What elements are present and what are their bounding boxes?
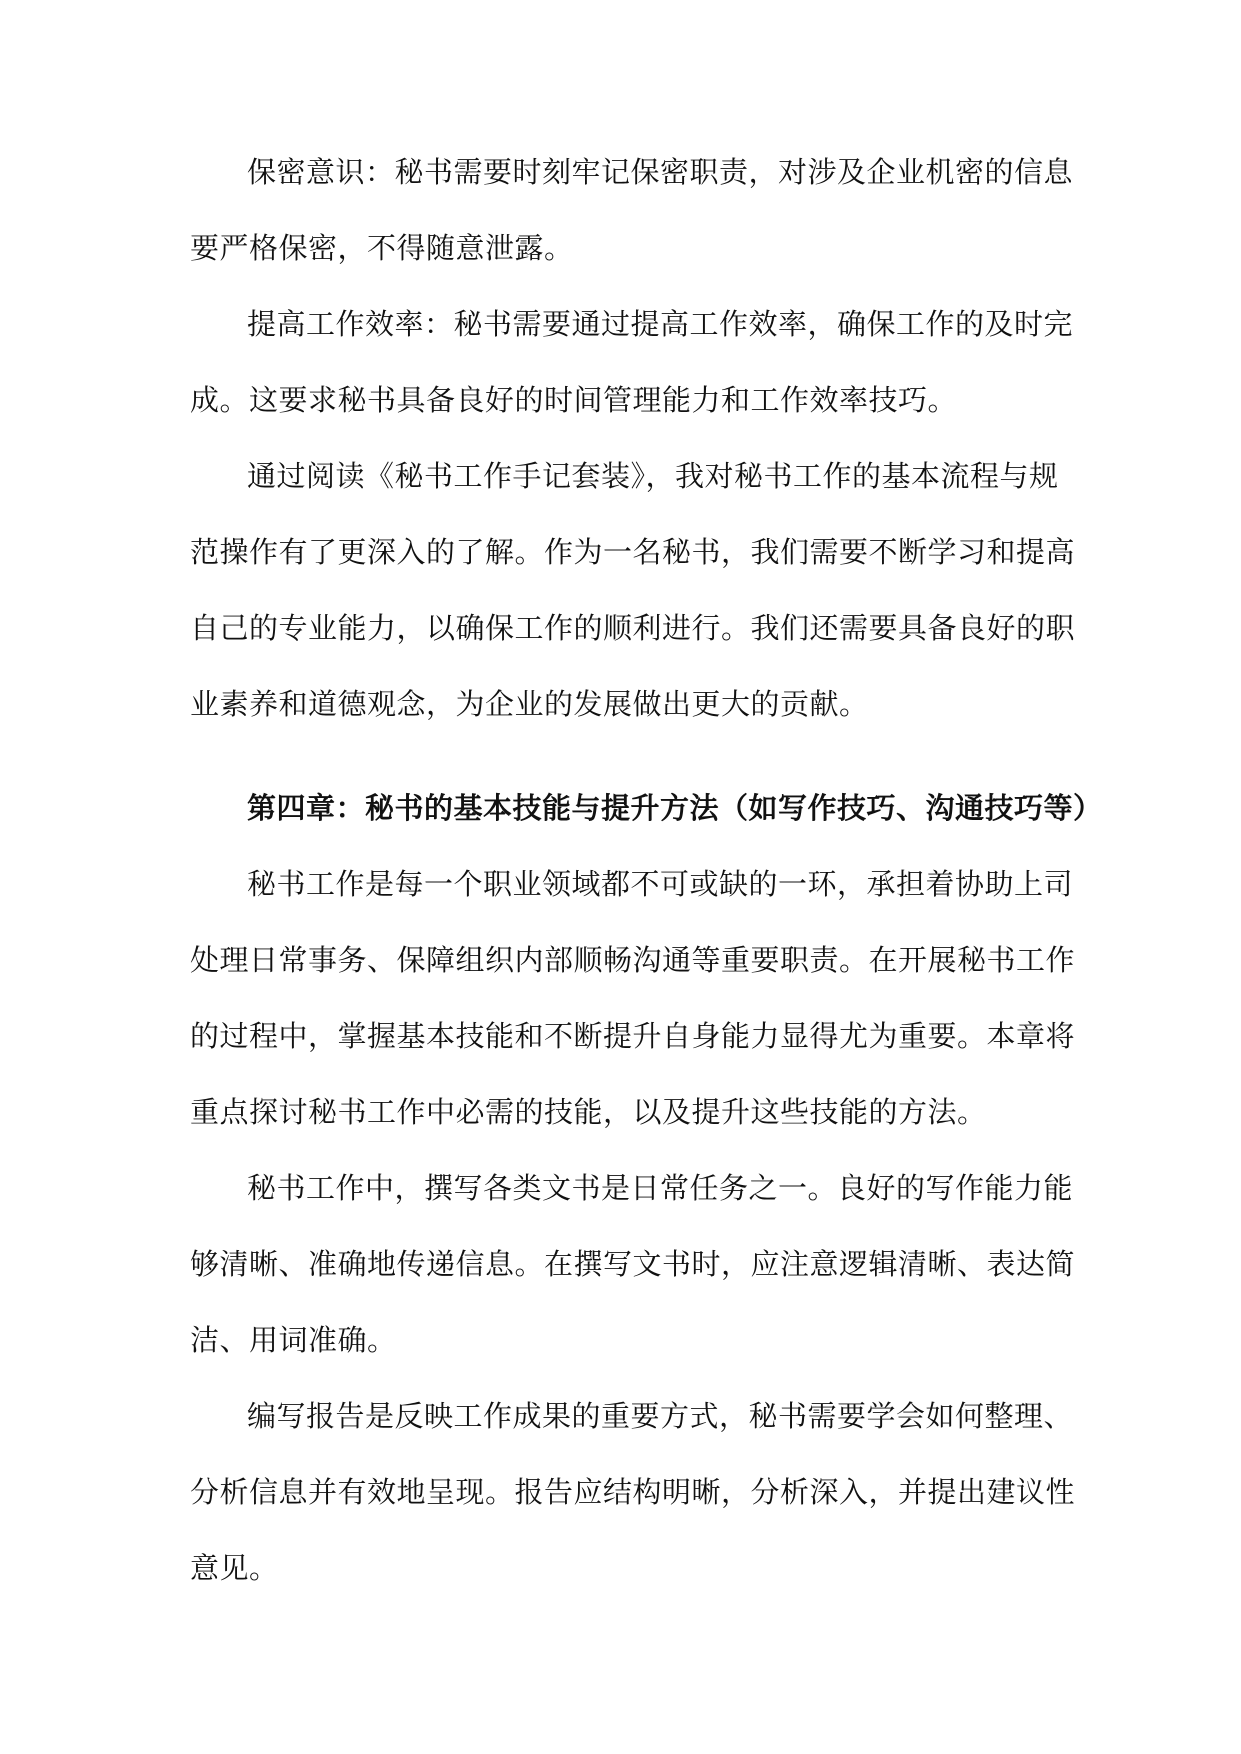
- paragraph-reading-line-1: 通过阅读《秘书工作手记套装》，我对秘书工作的基本流程与规: [247, 459, 1059, 493]
- paragraph-efficiency-line-2: 成。这要求秘书具备良好的时间管理能力和工作效率技巧。: [190, 383, 958, 417]
- paragraph-intro-line-4: 重点探讨秘书工作中必需的技能，以及提升这些技能的方法。: [190, 1095, 987, 1129]
- paragraph-report-line-2: 分析信息并有效地呈现。报告应结构明晰，分析深入，并提出建议性: [190, 1475, 1076, 1509]
- paragraph-writing-line-2: 够清晰、准确地传递信息。在撰写文书时，应注意逻辑清晰、表达简: [190, 1247, 1076, 1281]
- paragraph-efficiency-line-1: 提高工作效率：秘书需要通过提高工作效率，确保工作的及时完: [247, 307, 1074, 341]
- paragraph-reading-line-4: 业素养和道德观念，为企业的发展做出更大的贡献。: [190, 687, 869, 721]
- paragraph-writing-line-3: 洁、用词准确。: [190, 1323, 397, 1357]
- paragraph-confidentiality-line-2: 要严格保密，不得随意泄露。: [190, 231, 574, 265]
- paragraph-report-line-3: 意见。: [190, 1551, 279, 1585]
- chapter-heading: 第四章：秘书的基本技能与提升方法（如写作技巧、沟通技巧等）: [247, 791, 1103, 825]
- paragraph-reading-line-2: 范操作有了更深入的了解。作为一名秘书，我们需要不断学习和提高: [190, 535, 1076, 569]
- paragraph-intro-line-3: 的过程中，掌握基本技能和不断提升自身能力显得尤为重要。本章将: [190, 1019, 1076, 1053]
- paragraph-reading-line-3: 自己的专业能力，以确保工作的顺利进行。我们还需要具备良好的职: [190, 611, 1076, 645]
- paragraph-report-line-1: 编写报告是反映工作成果的重要方式，秘书需要学会如何整理、: [247, 1399, 1074, 1433]
- paragraph-confidentiality-line-1: 保密意识：秘书需要时刻牢记保密职责，对涉及企业机密的信息: [247, 155, 1074, 189]
- paragraph-intro-line-1: 秘书工作是每一个职业领域都不可或缺的一环，承担着协助上司: [247, 867, 1074, 901]
- paragraph-writing-line-1: 秘书工作中，撰写各类文书是日常任务之一。良好的写作能力能: [247, 1171, 1074, 1205]
- paragraph-intro-line-2: 处理日常事务、保障组织内部顺畅沟通等重要职责。在开展秘书工作: [190, 943, 1076, 977]
